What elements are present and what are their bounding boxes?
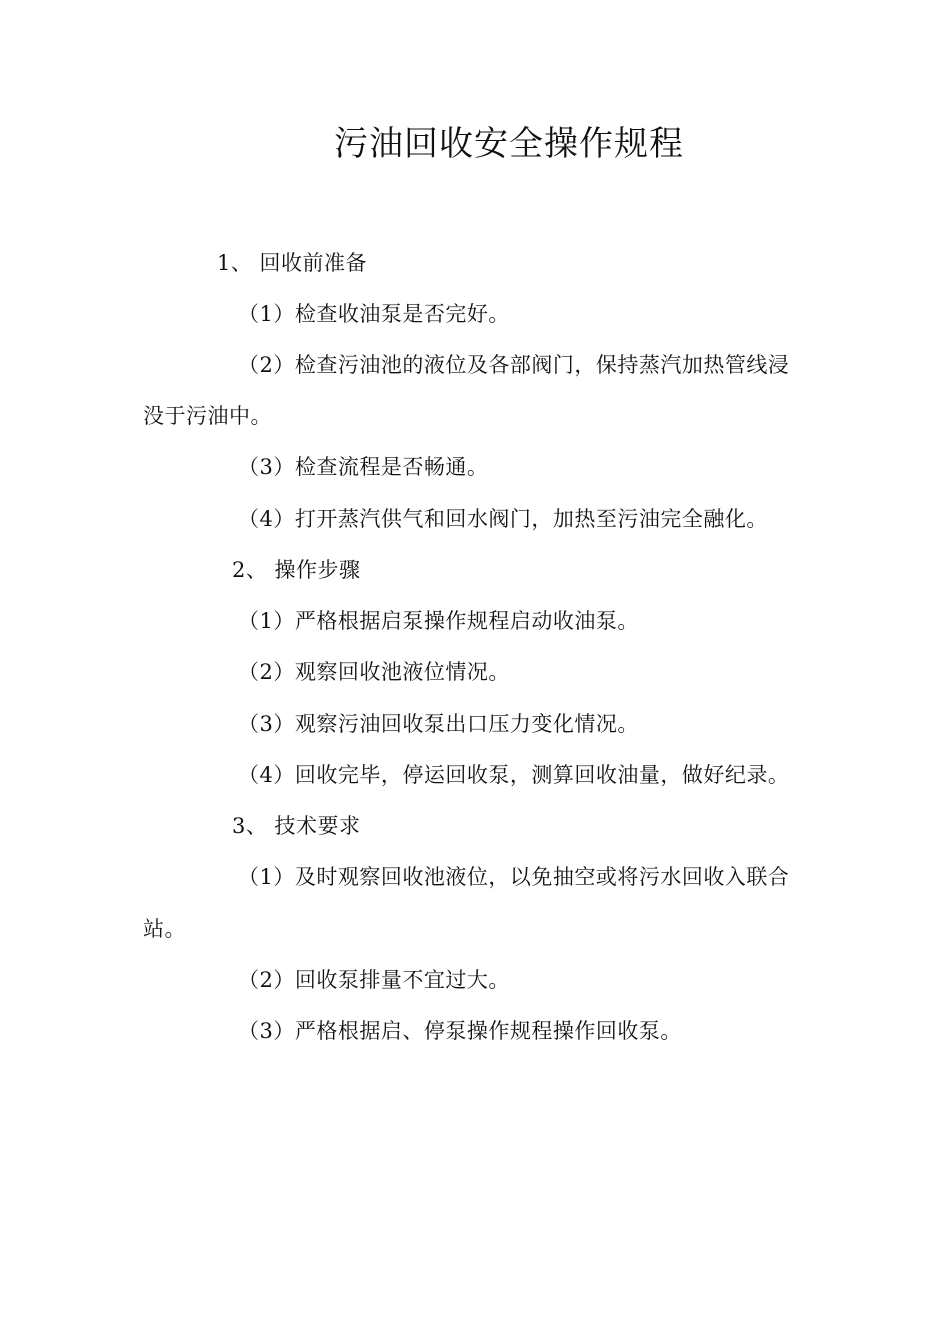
list-item: （2）检查污油池的液位及各部阀门，保持蒸汽加热管线浸 [238,353,790,377]
list-item: （2）观察回收池液位情况。 [238,660,510,684]
section-heading-steps: 2、 操作步骤 [232,558,361,582]
list-item: （3）检查流程是否畅通。 [238,455,489,479]
list-item: （2）回收泵排量不宜过大。 [238,968,510,992]
section-heading-requirements: 3、 技术要求 [232,814,361,838]
list-item-continuation: 站。 [143,917,186,941]
list-item: （3）观察污油回收泵出口压力变化情况。 [238,712,639,736]
list-item: （3）严格根据启、停泵操作规程操作回收泵。 [238,1019,682,1043]
list-item-continuation: 没于污油中。 [143,404,272,428]
page-title: 污油回收安全操作规程 [334,124,684,164]
list-item: （1）检查收油泵是否完好。 [238,302,510,326]
list-item: （4）回收完毕，停运回收泵，测算回收油量，做好纪录。 [238,763,790,787]
list-item: （1）严格根据启泵操作规程启动收油泵。 [238,609,639,633]
section-heading-preparation: 1、 回收前准备 [217,251,368,275]
list-item: （4）打开蒸汽供气和回水阀门，加热至污油完全融化。 [238,507,768,531]
list-item: （1）及时观察回收池液位，以免抽空或将污水回收入联合 [238,865,790,889]
